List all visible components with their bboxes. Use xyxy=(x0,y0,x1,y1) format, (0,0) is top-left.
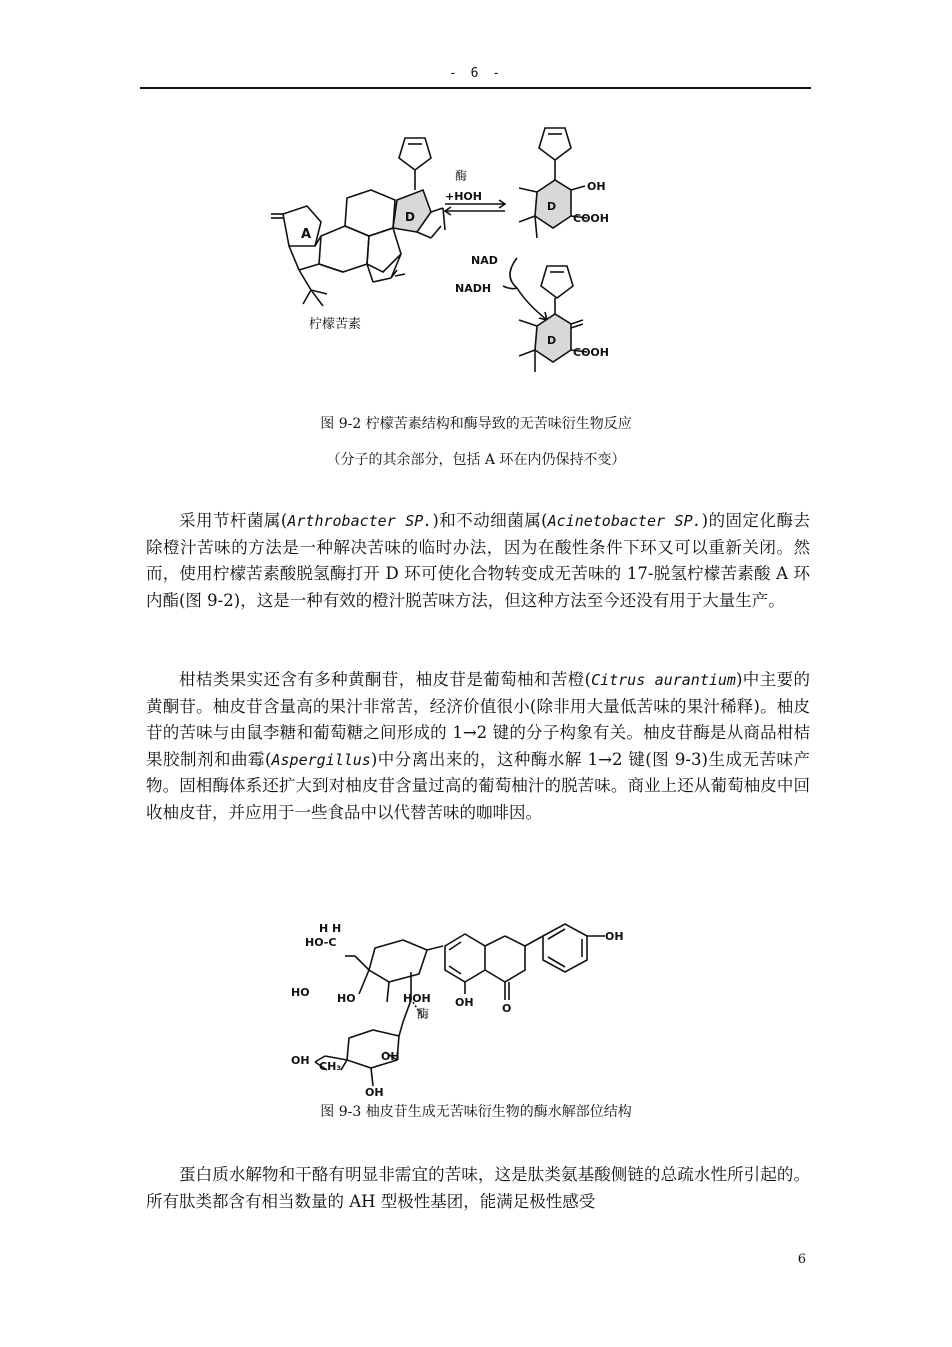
oh-flavanone-label: OH xyxy=(455,996,474,1009)
nadh-label: NADH xyxy=(455,282,492,295)
figure-9-3-naringin-diagram xyxy=(285,910,665,1100)
enzyme-label: 酶 xyxy=(455,169,468,183)
oh-bottom-label: OH xyxy=(365,1086,384,1099)
figure-9-2-limonin-diagram xyxy=(255,118,635,408)
keto-o-label: O xyxy=(502,1002,512,1015)
ch3-label: CH₃ xyxy=(319,1060,342,1073)
figure-9-2-subcaption: （分子的其余部分，包括 A 环在内仍保持不变） xyxy=(326,452,626,468)
p2-species-citrus: Citrus aurantium xyxy=(591,671,736,689)
figure-9-3-caption: 图 9-3 柚皮苷生成无苦味衍生物的酶水解部位结构 xyxy=(320,1104,632,1120)
p1-genus-arthrobacter: Arthrobacter SP. xyxy=(287,512,433,530)
oh-phenyl-label: OH xyxy=(605,930,624,943)
limonin-name-label: 柠檬苦素 xyxy=(309,317,362,332)
paragraph-3 xyxy=(146,1162,810,1215)
figure-9-2-caption: 图 9-2 柠檬苦素结构和酶导致的无苦味衍生物反应 xyxy=(320,416,632,432)
header-rule xyxy=(140,87,811,89)
cooh-bottom-label: COOH xyxy=(573,346,609,359)
hoh-label: HOH xyxy=(403,992,431,1005)
p1-text-b: )和不动细菌属( xyxy=(432,511,548,530)
ring-a-label: A xyxy=(301,227,312,242)
p2-text-c: )中分离出来的，这种酶水解 1→2 键(图 9-3)生成无苦味产物。固相酶体系还扩大到对柚皮苷含量过高的葡萄柚汁的脱苦味。商业上还从葡萄柚皮中回收柚皮苷，并应用于一些食品中以代替苦味的咖啡因。 xyxy=(146,749,810,822)
p2-genus-aspergillus: Aspergillus xyxy=(271,750,371,769)
oh-left-label: OH xyxy=(291,1054,310,1067)
cooh-top-label: COOH xyxy=(573,212,609,225)
ring-d-label: D xyxy=(405,210,415,224)
paragraph-2 xyxy=(146,667,810,826)
p1-text-c: )的固定化酶去除橙汁苦味的方法是一种解决苦味的临时办法，因为在酸性条件下环又可以重新关闭。然而，使用柠檬苦素酸脱氢酶打开 D 环可使化合物转变成无苦味的 17-脱氢柠檬苦素酸 A 环内酯(图 9-2)，这是一种有效的橙汁脱苦味方法，但这种方法至今还没有用于大量生产。 xyxy=(146,511,810,610)
ring-d-top-label: D xyxy=(547,200,557,213)
oh-label: OH xyxy=(587,180,606,193)
paragraph-1 xyxy=(146,508,810,614)
hoh-label: +HOH xyxy=(445,190,482,203)
ho-label-1: HO xyxy=(291,986,310,999)
ho-label-2: HO xyxy=(337,992,356,1005)
p2-text-b: )中主要的黄酮苷。柚皮苷含量高的果汁非常苦，经济价值很小(除非用大量低苦味的果汁稀释)。柚皮苷的苦味与由鼠李糖和葡萄糖之间形成的 1→2 键的分子构象有关。柚皮苷酶是从商品柑桔果胶制剂和曲霉( xyxy=(146,670,811,769)
nad-label: NAD xyxy=(471,254,498,267)
page-number: 6 xyxy=(797,1252,806,1267)
ring-d-bottom-label: D xyxy=(547,334,557,347)
p2-text-a: 柑桔类果实还含有多种黄酮苷，柚皮苷是葡萄柚和苦橙( xyxy=(179,670,592,689)
hoc-label: HO-C xyxy=(305,936,337,949)
enzyme-label: 酶 xyxy=(417,1007,430,1021)
p1-genus-acinetobacter: Acinetobacter SP. xyxy=(547,512,702,530)
hh-label: H H xyxy=(319,922,342,935)
oh-sugar-label: OH xyxy=(381,1050,400,1063)
p1-text-a: 采用节杆菌属( xyxy=(179,511,288,530)
p3-text: 蛋白质水解物和干酪有明显非需宜的苦味，这是肽类氨基酸侧链的总疏水性所引起的。所有肽类都含有相当数量的 AH 型极性基团，能满足极性感受 xyxy=(146,1165,810,1211)
page-header: - 6 - xyxy=(448,66,504,81)
